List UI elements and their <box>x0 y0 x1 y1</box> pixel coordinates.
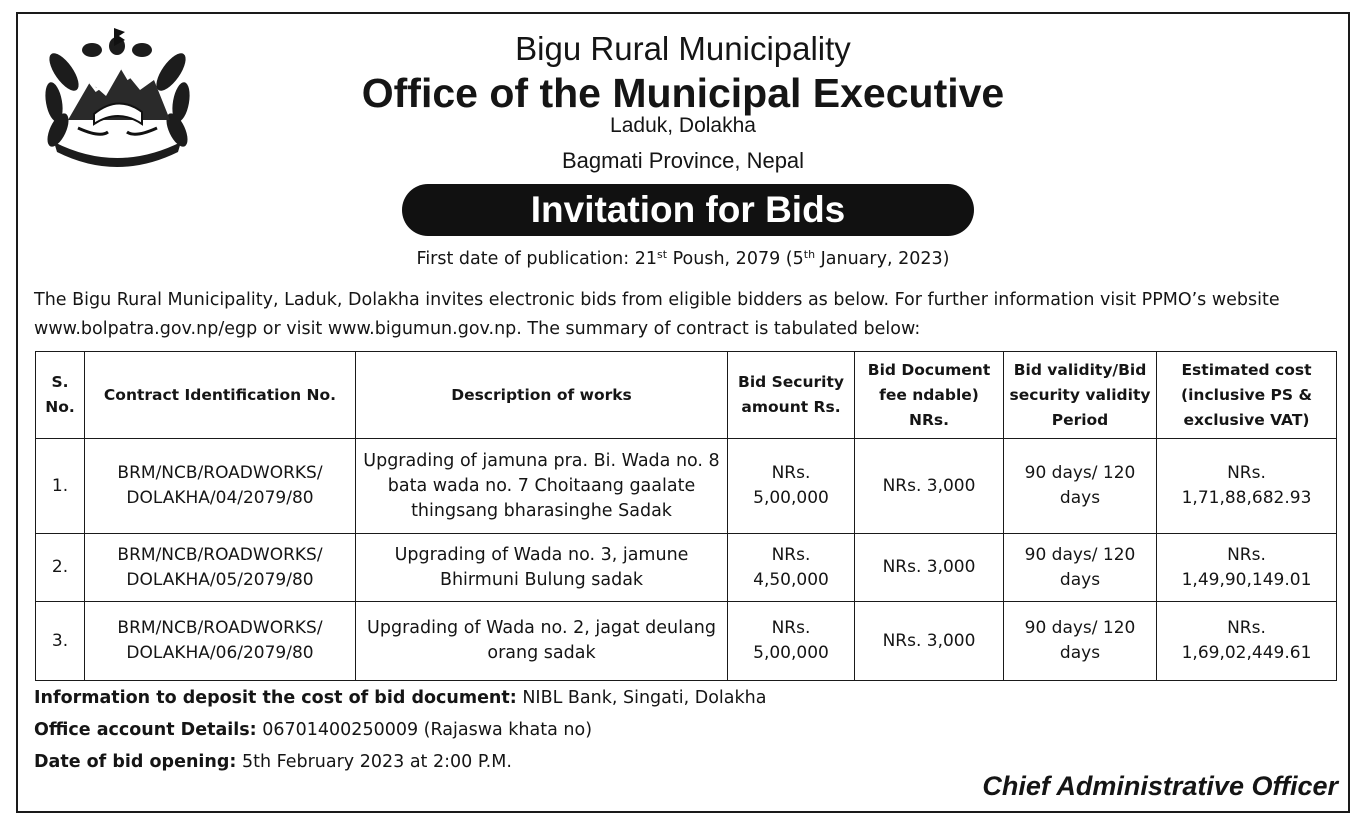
estimated-cost-cell: NRs. 1,71,88,682.93 <box>1157 439 1337 534</box>
deposit-value: NIBL Bank, Singati, Dolakha <box>516 688 767 708</box>
municipality-name: Bigu Rural Municipality <box>515 30 851 67</box>
table-row <box>36 534 1337 602</box>
opening-info <box>34 752 512 772</box>
bid-security-cell: NRs. 4,50,000 <box>728 534 855 602</box>
opening-value: 5th February 2023 at 2:00 P.M. <box>236 752 512 772</box>
publication-date <box>0 249 1366 269</box>
estimated-cost-cell: NRs. 1,49,90,149.01 <box>1157 534 1337 602</box>
ordinal-suffix: st <box>657 248 668 261</box>
address-line-1: Laduk, Dolakha <box>610 114 756 137</box>
account-info <box>34 720 592 740</box>
table-row <box>36 602 1337 681</box>
contract-id-cell: BRM/NCB/ROADWORKS/ DOLAKHA/05/2079/80 <box>85 534 356 602</box>
column-header: Estimated cost (inclusive PS & exclusive VAT) <box>1157 352 1337 439</box>
office-title: Office of the Municipal Executive <box>361 70 1005 116</box>
bid-security-cell: NRs. 5,00,000 <box>728 439 855 534</box>
account-value: 06701400250009 (Rajaswa khata no) <box>256 720 593 740</box>
column-header: Bid Security amount Rs. <box>728 352 855 439</box>
column-header: Description of works <box>356 352 728 439</box>
account-label: Office account Details: <box>34 720 257 740</box>
notice-title: Invitation for Bids <box>530 189 846 230</box>
deposit-label: Information to deposit the cost of bid document: <box>34 688 517 708</box>
column-header: Bid Document fee ndable) NRs. <box>855 352 1004 439</box>
serial-cell: 1. <box>36 439 85 534</box>
column-header: Bid validity/Bid security validity Period <box>1004 352 1157 439</box>
description-cell: Upgrading of jamuna pra. Bi. Wada no. 8 bata wada no. 7 Choitaang gaalate thingsang bharasinghe Sadak <box>356 439 728 534</box>
notice-title-banner <box>402 184 974 236</box>
publication-text: Poush, 2079 (5 <box>667 249 804 269</box>
column-header: S. No. <box>36 352 85 439</box>
table-row <box>36 439 1337 534</box>
validity-cell: 90 days/ 120 days <box>1004 602 1157 681</box>
contract-id-cell: BRM/NCB/ROADWORKS/ DOLAKHA/06/2079/80 <box>85 602 356 681</box>
validity-cell: 90 days/ 120 days <box>1004 534 1157 602</box>
signatory: Chief Administrative Officer <box>982 771 1338 801</box>
description-cell: Upgrading of Wada no. 3, jamune Bhirmuni Bulung sadak <box>356 534 728 602</box>
doc-fee-cell: NRs. 3,000 <box>855 534 1004 602</box>
deposit-info <box>34 688 766 708</box>
address-line-2: Bagmati Province, Nepal <box>561 148 805 173</box>
validity-cell: 90 days/ 120 days <box>1004 439 1157 534</box>
serial-cell: 3. <box>36 602 85 681</box>
intro-paragraph: The Bigu Rural Municipality, Laduk, Dolakha invites electronic bids from eligible bidders as below. For further information visit PPMO’s website www.bolpatra.gov.np/egp or visit www.bigumun.gov.np. The summary of contract is tabulated below: <box>34 290 1280 339</box>
publication-text: January, 2023) <box>815 249 950 269</box>
table-header-row <box>36 352 1337 439</box>
serial-cell: 2. <box>36 534 85 602</box>
contract-id-cell: BRM/NCB/ROADWORKS/ DOLAKHA/04/2079/80 <box>85 439 356 534</box>
bid-security-cell: NRs. 5,00,000 <box>728 602 855 681</box>
description-cell: Upgrading of Wada no. 2, jagat deulang orang sadak <box>356 602 728 681</box>
estimated-cost-cell: NRs. 1,69,02,449.61 <box>1157 602 1337 681</box>
ordinal-suffix: th <box>803 248 816 261</box>
column-header: Contract Identification No. <box>85 352 356 439</box>
opening-label: Date of bid opening: <box>34 752 237 772</box>
publication-text: First date of publication: 21 <box>416 249 658 269</box>
doc-fee-cell: NRs. 3,000 <box>855 602 1004 681</box>
doc-fee-cell: NRs. 3,000 <box>855 439 1004 534</box>
contracts-table <box>35 351 1337 681</box>
